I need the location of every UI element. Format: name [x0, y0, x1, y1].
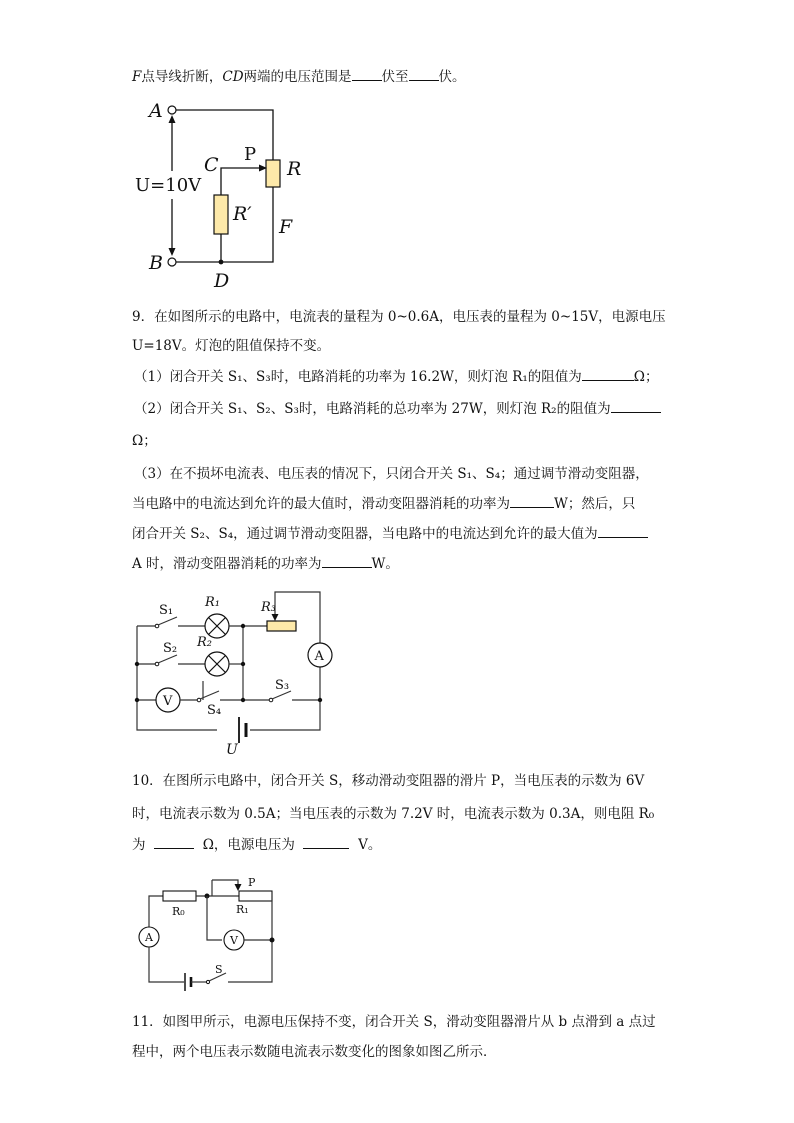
- q9-line-5: Ω；: [132, 433, 157, 449]
- label-A: A: [149, 100, 163, 122]
- q9-line-1: 9．在如图所示的电路中，电流表的量程为 0~0.6A，电压表的量程为 0~15V，电源电压: [132, 309, 666, 325]
- resistor-R0: [163, 891, 196, 901]
- label-D: D: [214, 270, 230, 292]
- label-R0: R₀: [172, 905, 185, 918]
- q9-line-2: U=18V。灯泡的阻值保持不变。: [132, 338, 331, 354]
- label-P: P: [248, 876, 256, 889]
- q11-line-1: 11．如图甲所示，电源电压保持不变，闭合开关 S，滑动变阻器滑片从 b 点滑到 a 点过: [132, 1014, 656, 1030]
- label-P: P: [244, 144, 257, 165]
- label-V: V: [230, 934, 238, 947]
- label-C: C: [204, 154, 219, 176]
- label-S4: S₄: [207, 703, 222, 718]
- answer-blank[interactable]: [352, 66, 382, 81]
- q9-line-4: （2）闭合开关 S₁、S₂、S₃时，电路消耗的总功率为 27W，则灯泡 R₂的阻值为: [134, 398, 661, 419]
- q9-line-6: （3）在不损坏电流表、电压表的情况下，只闭合开关 S₁、S₄；通过调节滑动变阻器，: [134, 466, 649, 482]
- label-R: R: [287, 158, 302, 180]
- answer-blank[interactable]: [322, 553, 372, 568]
- q9-line-3: （1）闭合开关 S₁、S₃时，电路消耗的功率为 16.2W，则灯泡 R₁的阻值为 Ω；: [134, 366, 659, 387]
- label-U: U: [226, 742, 238, 758]
- rheostat-R3: [267, 621, 296, 631]
- q10-line-2: 时，电流表示数为 0.5A；当电压表的示数为 7.2V 时，电流表示数为 0.3A，则电阻 R₀: [132, 806, 655, 822]
- answer-blank[interactable]: [409, 66, 439, 81]
- q9-line-8: 闭合开关 S₂、S₄，通过调节滑动变阻器，当电路中的电流达到允许的最大值为: [132, 523, 648, 544]
- terminal-A: [168, 106, 176, 114]
- q11-line-2: 程中，两个电压表示数随电流表示数变化的图象如图乙所示．: [132, 1044, 497, 1060]
- junction-D: [219, 260, 224, 265]
- label-S3: S₃: [275, 678, 290, 693]
- q9-line-9: A 时，滑动变阻器消耗的功率为 W。: [132, 553, 399, 574]
- q10-line-3: 为 Ω，电源电压为 V。: [132, 834, 381, 855]
- label-S2: S₂: [163, 641, 178, 656]
- rheostat-R: [266, 160, 280, 187]
- label-A: A: [145, 931, 153, 944]
- answer-blank[interactable]: [303, 834, 349, 849]
- label-S1: S₁: [159, 603, 174, 618]
- label-U: U=10V: [135, 175, 202, 196]
- label-R-prime: R′: [233, 203, 252, 225]
- q9-line-7: 当电路中的电流达到允许的最大值时，滑动变阻器消耗的功率为 W；然后，只: [132, 493, 635, 514]
- answer-blank[interactable]: [582, 366, 634, 381]
- label-R1: R₁: [205, 595, 220, 610]
- answer-blank[interactable]: [510, 493, 554, 508]
- label-S: S: [215, 963, 223, 976]
- answer-blank[interactable]: [611, 398, 661, 413]
- label-A: A: [314, 649, 324, 664]
- answer-blank[interactable]: [154, 834, 194, 849]
- q10-line-1: 10．在图所示电路中，闭合开关 S，移动滑动变阻器的滑片 P，当电压表的示数为 6V: [132, 773, 645, 789]
- label-V: V: [163, 694, 173, 709]
- circuit-diagram-q8: [130, 96, 330, 296]
- terminal-B: [168, 258, 176, 266]
- circuit-diagram-q10: [130, 874, 290, 989]
- rheostat-R1: [239, 891, 272, 901]
- label-B: B: [149, 252, 163, 274]
- circuit-diagram-q9: [125, 588, 335, 763]
- label-R1: R₁: [236, 903, 249, 916]
- answer-blank[interactable]: [598, 523, 648, 538]
- label-F: F: [279, 216, 293, 238]
- intro-question-line: F点导线折断，CD两端的电压范围是 伏至 伏。: [132, 66, 466, 87]
- resistor-R-prime: [214, 195, 228, 234]
- label-R3: R₃: [261, 600, 276, 615]
- label-R2: R₂: [197, 635, 212, 650]
